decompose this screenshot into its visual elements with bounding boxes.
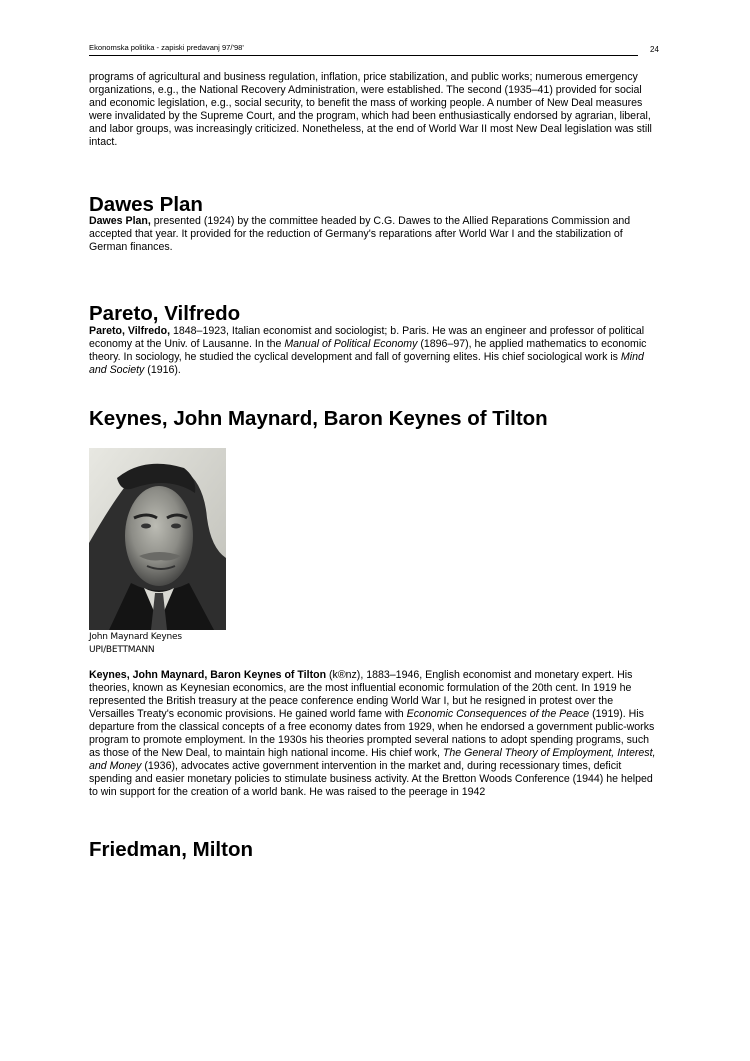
- pareto-title-2: Mind and Society: [89, 351, 644, 376]
- running-title: Ekonomska politika - zapiski predavanj 97/'98': [89, 43, 244, 52]
- keynes-title-1: Economic Consequences of the Peace: [406, 708, 590, 720]
- keynes-heading: Keynes, John Maynard, Baron Keynes of Tilton: [89, 407, 548, 430]
- friedman-heading: Friedman, Milton: [89, 838, 253, 861]
- pareto-text-2: (1896–97), he applied mathematics to economic theory. In sociology, he studied the cyclical development and fall of governing elites. His chief sociological work is: [89, 338, 647, 363]
- keynes-term: Keynes, John Maynard, Baron Keynes of Tilton: [89, 669, 327, 681]
- pareto-title-1: Manual of Political Economy: [284, 338, 418, 350]
- photo-caption-credit: UPI/BETTMANN: [89, 645, 155, 655]
- keynes-text-2: (1919). His departure from the classical concepts of a free economy dates from 1929, when he endorsed a government public-works program to promote employment. In the 1930s his theories prompted several nations to adopt spending programs, such as those of the New Deal, to maintain high national income. His chief work,: [89, 708, 655, 759]
- pareto-heading: Pareto, Vilfredo: [89, 302, 241, 325]
- keynes-portrait-photo: [89, 448, 226, 630]
- dawes-plan-heading: Dawes Plan: [89, 193, 203, 216]
- pareto-text-3: (1916).: [144, 364, 181, 376]
- keynes-text-3: (1936), advocates active government intervention in the market and, during recessionary times, deficit spending and easier monetary policies to stimulate business activity. At the Bretton Woods Conference (1944) he helped to win support for the creation of a world bank. He was raised to the peerage in 1942: [89, 760, 653, 798]
- portrait-graphic: [89, 448, 226, 630]
- photo-caption-name: John Maynard Keynes: [89, 632, 182, 642]
- running-header: [89, 43, 638, 56]
- pareto-text-1: 1848–1923, Italian economist and sociologist; b. Paris. He was an engineer and professor of political economy at the Univ. of Lausanne. In the: [89, 325, 645, 350]
- dawes-plan-term: Dawes Plan,: [89, 215, 151, 227]
- dawes-plan-paragraph: [89, 215, 661, 254]
- pareto-term: Pareto, Vilfredo,: [89, 325, 171, 337]
- dawes-plan-text: presented (1924) by the committee headed by C.G. Dawes to the Allied Reparations Commission and accepted that year. It provided for the reduction of Germany's reparations after World War I and the stabilization of German finances.: [89, 215, 631, 253]
- keynes-text-1: (k®nz), 1883–1946, English economist and monetary expert. His theories, known as Keynesian economics, are the most influential economic formulation of the 20th cent. In 1919 he represented the British treasury at the peace conference ending World War I, but he resigned in protest over the Versailles Treaty's economic provisions. He gained world fame with: [89, 669, 633, 720]
- keynes-title-2: The General Theory of Employment, Interest, and Money: [89, 747, 656, 772]
- keynes-paragraph: [89, 669, 661, 799]
- page-number: 24: [650, 45, 659, 54]
- new-deal-continuation: programs of agricultural and business regulation, inflation, price stabilization, and public works; numerous emergency organizations, e.g., the National Recovery Administration, were established. The second (1935–41) provided for social and economic legislation, e.g., social security, to benefit the mass of working people. A number of New Deal measures were invalidated by the Supreme Court, and the program, which had been enthusiastically endorsed by agrarian, liberal, and labor groups, was increasingly criticized. Nonetheless, at the end of World War II most New Deal legislation was still intact.: [89, 71, 652, 148]
- pareto-paragraph: [89, 325, 661, 377]
